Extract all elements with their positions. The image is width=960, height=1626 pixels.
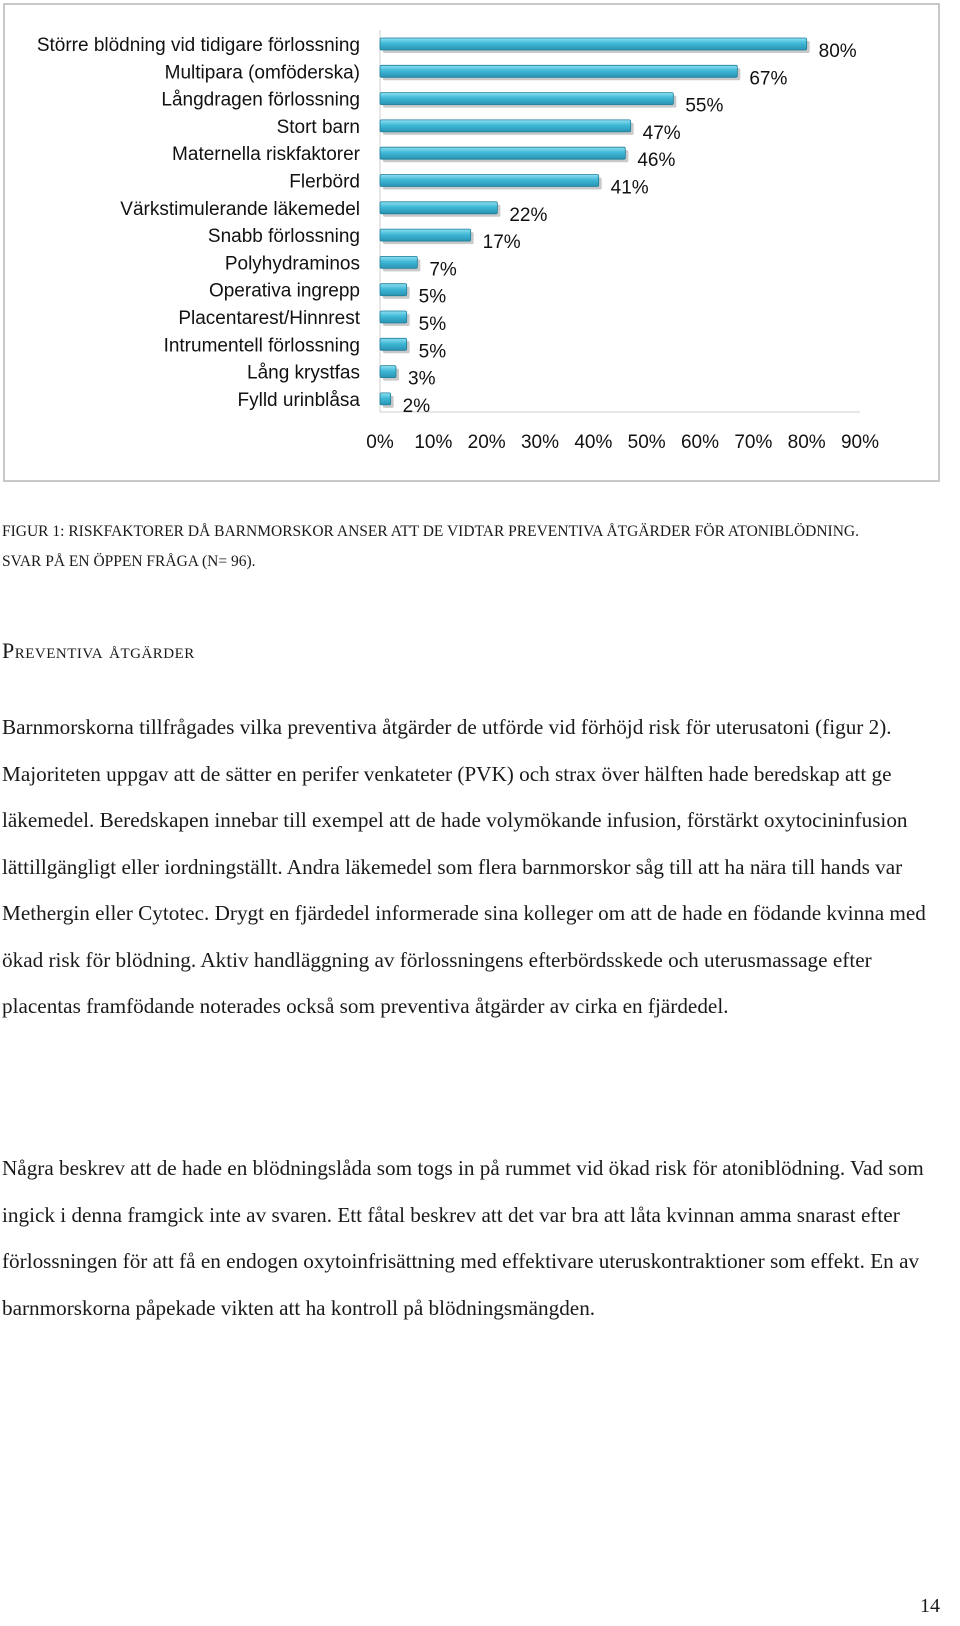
category-label: Lång krystfas	[247, 362, 360, 384]
x-tick-label: 20%	[467, 432, 506, 453]
x-tick-label: 50%	[627, 432, 666, 453]
data-label: 80%	[818, 41, 857, 62]
x-tick-label: 30%	[520, 432, 560, 453]
x-tick-label: 80%	[787, 432, 826, 453]
bar	[380, 366, 396, 378]
data-label: 22%	[509, 204, 548, 226]
bar	[380, 311, 407, 323]
x-tick-label: 90%	[840, 432, 880, 453]
bar	[380, 93, 673, 105]
category-label: Polyhydraminos	[224, 253, 360, 275]
data-label: 55%	[685, 95, 724, 117]
category-label: Multipara (omföderska)	[164, 62, 360, 84]
category-label: Fylld urinblåsa	[237, 389, 360, 411]
data-label: 5%	[418, 286, 447, 308]
bar	[380, 338, 407, 350]
x-tick-label: 0%	[366, 432, 394, 453]
data-label: 7%	[429, 259, 457, 281]
risk-factor-chart	[3, 3, 940, 482]
category-label: Snabb förlossning	[207, 226, 360, 248]
x-tick-label: 40%	[574, 432, 613, 453]
bar	[380, 393, 391, 405]
category-label: Långdragen förlossning	[161, 89, 360, 111]
bar	[380, 229, 471, 241]
data-label: 3%	[408, 368, 436, 390]
bar	[380, 120, 631, 132]
x-tick-label: 60%	[680, 432, 720, 453]
category-label: Intrumentell förlossning	[163, 335, 360, 357]
category-label: Placentarest/Hinnrest	[178, 308, 360, 329]
bar	[380, 202, 497, 214]
data-label: 5%	[418, 341, 447, 363]
category-label: Operativa ingrepp	[208, 280, 360, 302]
x-tick-label: 10%	[414, 432, 453, 453]
bar	[380, 65, 737, 77]
bar	[380, 175, 599, 187]
data-label: 17%	[482, 232, 521, 254]
bar	[380, 284, 407, 296]
x-tick-label: 70%	[734, 432, 773, 453]
data-label: 41%	[610, 177, 649, 199]
bar	[380, 256, 417, 268]
section-heading: Preventiva åtgärder	[2, 638, 195, 663]
category-label: Flerbörd	[289, 171, 360, 193]
body-paragraph: Barnmorskorna tillfrågades vilka preventiva åtgärder de utförde vid förhöjd risk för uterusatoni (figur 2). Majoriteten uppgav att de sätter en perifer venkateter (PVK) och strax över hälften hade beredskap att ge läkemedel. Beredskapen innebar till exempel att de hade volymökande infusion, förstärkt oxytocininfusion lättillgängligt eller iordningställt. Andra läkemedel som flera barnmorskor såg till att ha nära till hands var Methergin eller Cytotec. Drygt en fjärdedel informerade sina kolleger om att de hade en födande kvinna med ökad risk för blödning. Aktiv handläggning av förlossningens efterbördsskede och uterusmassage efter placentas framfödande noterades också som preventiva åtgärder av cirka en fjärdedel.	[2, 715, 926, 1018]
bar	[380, 147, 625, 159]
category-label: Maternella riskfaktorer	[172, 144, 360, 166]
category-label: Stort barn	[276, 116, 360, 138]
figure-caption: FIGUR 1: RISKFAKTORER DÅ BARNMORSKOR ANSER ATT DE VIDTAR PREVENTIVA ÅTGÄRDER FÖR ATONIBLÖDNING. SVAR PÅ EN ÖPPEN FRÅGA (N= 96).	[2, 523, 859, 570]
bar-chart-svg	[5, 5, 942, 484]
category-label: Värkstimulerande läkemedel	[120, 198, 360, 220]
data-label: 5%	[418, 314, 447, 335]
category-label: Större blödning vid tidigare förlossning	[36, 35, 360, 56]
data-label: 67%	[749, 68, 788, 90]
data-label: 46%	[637, 150, 676, 172]
data-label: 2%	[402, 395, 431, 417]
bar	[380, 38, 807, 50]
page-number: 14	[920, 1595, 940, 1617]
body-paragraph: Några beskrev att de hade en blödningslåda som togs in på rummet vid ökad risk för atoniblödning. Vad som ingick i denna framgick inte av svaren. Ett fåtal beskrev att det var bra att låta kvinnan amma snarast efter förlossningen för att få en endogen oxytoinfrisättning med effektivare uteruskontraktioner som effekt. En av barnmorskorna påpekade vikten att ha kontroll på blödningsmängden.	[2, 1156, 924, 1320]
data-label: 47%	[642, 122, 681, 144]
